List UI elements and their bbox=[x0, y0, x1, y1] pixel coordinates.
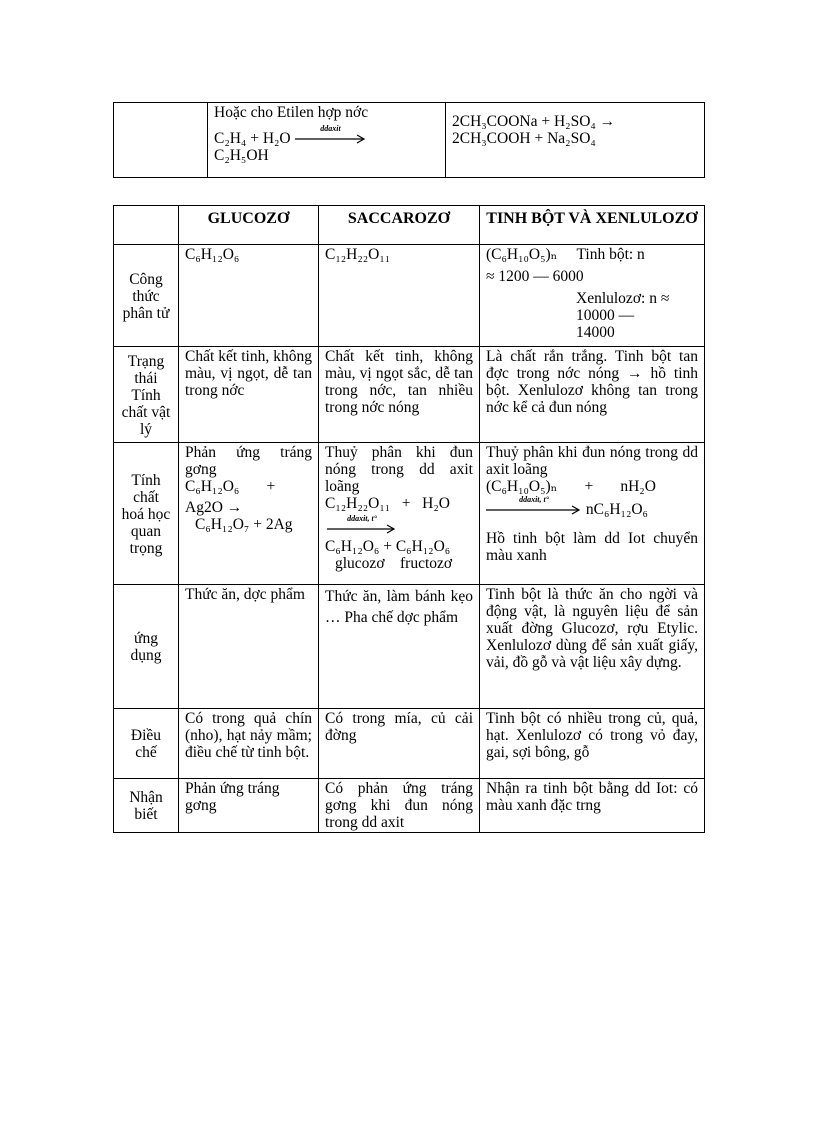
cell-saccarozo: Chất kết tinh, không màu, vị ngọt sắc, dễ tan trong nớc, tan nhiều trong nớc nóng bbox=[319, 347, 480, 443]
table-row bbox=[114, 443, 705, 585]
table-row bbox=[114, 709, 705, 779]
row-label: Trạng thái Tính chất vật lý bbox=[114, 347, 179, 443]
reaction-product: nC₆H₁₂O₆ bbox=[585, 501, 648, 518]
reaction-arrow bbox=[486, 495, 582, 515]
cell-saccarozo: Có phản ứng tráng gơng khi đun nóng trong dd axit bbox=[319, 779, 480, 833]
cell-tinhbot: Tinh bột là thức ăn cho ngời và động vật, là nguyên liệu để sản xuất đờng Glucozơ, rợu Etylic. Xenlulozơ dùng để sản xuất giấy, vải, đồ gỗ và vật liệu xây dựng. bbox=[480, 585, 705, 709]
reaction-text: Thuỷ phân khi đun nóng trong dd axit loãng bbox=[325, 444, 473, 495]
header-saccarozo: SACCAROZƠ bbox=[319, 206, 480, 245]
table-row bbox=[114, 245, 705, 347]
formula-line: (C₆H₁₀O₅)ₙ Tinh bột: n bbox=[486, 246, 645, 263]
acetate-reaction-cell bbox=[446, 103, 705, 178]
arrow-condition: ddaxit, t° bbox=[347, 514, 377, 523]
cell-glucozo bbox=[179, 443, 319, 585]
reaction-text: Ag2O → bbox=[185, 499, 243, 516]
reaction-text: C₆H₁₂O₆ + C₆H₁₂O₆ bbox=[325, 538, 451, 555]
empty-cell bbox=[114, 103, 208, 178]
table-row bbox=[114, 347, 705, 443]
acetate-line-2: 2CH₃COOH + Na₂SO₄ bbox=[452, 130, 596, 147]
cell-tinhbot: Tinh bột có nhiều trong củ, quả, hạt. Xenlulozơ có trong vỏ đay, gai, sợi bông, gỗ bbox=[480, 709, 705, 779]
reaction-text: (C₆H₁₀O₅)ₙ + nH₂O bbox=[486, 478, 656, 495]
acetate-line-1: 2CH₃COONa + H₂SO₄ → bbox=[452, 113, 616, 130]
arrow-condition: ddaxit, t° bbox=[519, 495, 549, 505]
table-row bbox=[114, 103, 705, 178]
reaction-text: C₆H₁₂O₆ + bbox=[185, 478, 276, 495]
formula-line: ≈ 1200 — 6000 bbox=[486, 268, 584, 285]
equation-left: C₂H₄ + H₂O bbox=[214, 130, 291, 147]
header-glucozo: GLUCOZƠ bbox=[179, 206, 319, 245]
arrow-condition: ddaxit bbox=[320, 124, 341, 134]
reaction-text: C₁₂H₂₂O₁₁ + H₂O bbox=[325, 495, 450, 512]
cell-glucozo: Phản ứng tráng gơng bbox=[179, 779, 319, 833]
header-tinhbot: TINH BỘT VÀ XENLULOZƠ bbox=[480, 206, 705, 245]
row-label: Điều chế bbox=[114, 709, 179, 779]
comparison-table bbox=[113, 205, 705, 833]
formula-line: Xenlulozơ: n ≈ bbox=[576, 290, 670, 307]
ethylene-text: Hoặc cho Etilen hợp nớc bbox=[214, 104, 369, 121]
cell-tinhbot bbox=[480, 443, 705, 585]
table-row bbox=[114, 585, 705, 709]
header-empty bbox=[114, 206, 179, 245]
ethylene-equation bbox=[214, 124, 439, 147]
reaction-text: Hồ tinh bột làm dd Iot chuyển màu xanh bbox=[486, 530, 698, 564]
row-label: Tính chất hoá học quan trọng bbox=[114, 443, 179, 585]
cell-glucozo: Thức ăn, dợc phẩm bbox=[179, 585, 319, 709]
reaction-arrow bbox=[327, 514, 397, 534]
reaction-text: Thuỷ phân khi đun nóng trong dd axit loãng bbox=[486, 444, 698, 478]
row-label: Công thức phân tử bbox=[114, 245, 179, 347]
hydrolysis-equation bbox=[486, 495, 698, 518]
cell-saccarozo: Thức ăn, làm bánh kẹo … Pha chế dợc phẩm bbox=[319, 585, 480, 709]
cell-saccarozo: C₁₂H₂₂O₁₁ bbox=[319, 245, 480, 347]
equation-right: C₂H₅OH bbox=[214, 147, 269, 164]
reaction-text: glucozơ fructozơ bbox=[335, 555, 453, 572]
reaction-table bbox=[113, 102, 705, 178]
row-label: Nhận biết bbox=[114, 779, 179, 833]
formula-line: 14000 bbox=[576, 324, 615, 341]
cell-glucozo: Chất kết tinh, không màu, vị ngọt, dễ tan trong nớc bbox=[179, 347, 319, 443]
row-label: ứng dụng bbox=[114, 585, 179, 709]
cell-tinhbot bbox=[480, 245, 705, 347]
reaction-text: Phản ứng tráng gơng bbox=[185, 444, 312, 478]
reaction-text: C₆H₁₂O₇ + 2Ag bbox=[195, 516, 293, 533]
cell-tinhbot: Là chất rắn trắng. Tinh bột tan đợc trong nớc nóng → hồ tinh bột. Xenlulozơ không tan trong nớc kể cả đun nóng bbox=[480, 347, 705, 443]
reaction-arrow bbox=[295, 124, 367, 144]
hydrolysis-arrow-row bbox=[325, 512, 473, 538]
formula-line: 10000 — bbox=[576, 307, 635, 324]
cell-saccarozo bbox=[319, 443, 480, 585]
table-row bbox=[114, 779, 705, 833]
cell-saccarozo: Có trong mía, củ cải đờng bbox=[319, 709, 480, 779]
ethylene-hydration-cell bbox=[208, 103, 446, 178]
cell-glucozo: Có trong quả chín (nho), hạt nảy mầm; điều chế từ tinh bột. bbox=[179, 709, 319, 779]
header-row bbox=[114, 206, 705, 245]
cell-glucozo: C₆H₁₂O₆ bbox=[179, 245, 319, 347]
cell-tinhbot: Nhận ra tinh bột bằng dd Iot: có màu xanh đặc trng bbox=[480, 779, 705, 833]
